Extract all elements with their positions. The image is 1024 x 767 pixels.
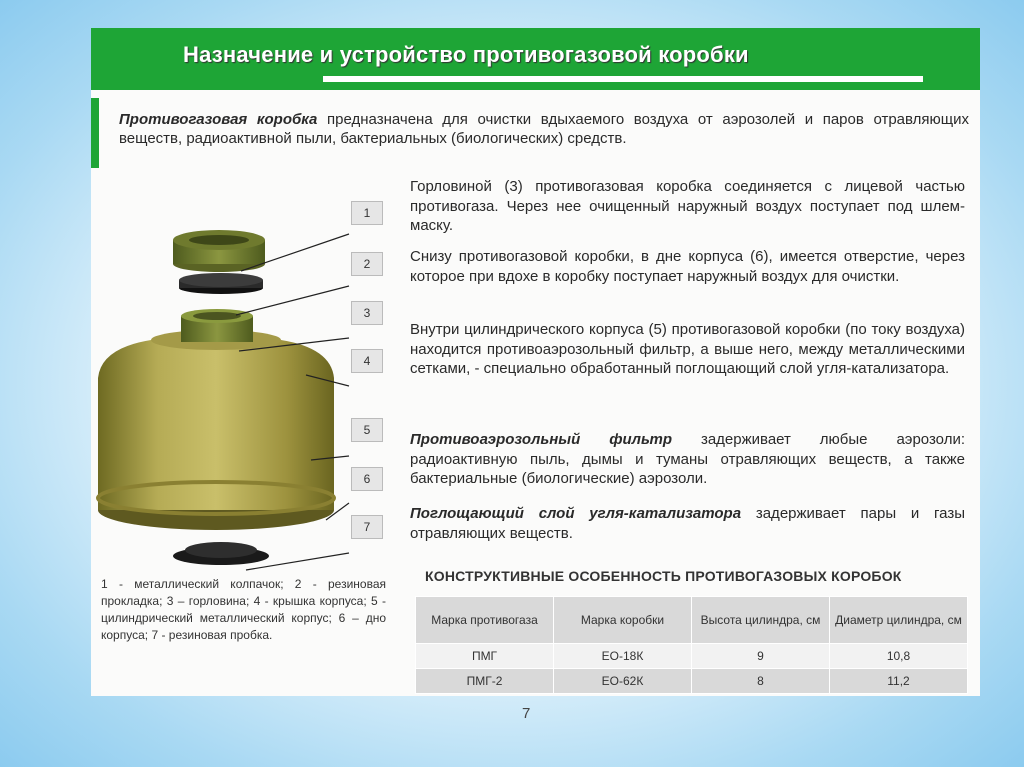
page-number: 7 xyxy=(522,705,531,722)
label-1: 1 xyxy=(351,201,383,225)
table-cell: 10,8 xyxy=(830,644,968,669)
table-title: КОНСТРУКТИВНЫЕ ОСОБЕННОСТЬ ПРОТИВОГАЗОВЫХ КОРОБОК xyxy=(425,568,902,584)
canister-illustration xyxy=(91,178,391,573)
table-cell: ЕО-62К xyxy=(554,669,692,694)
table-header: Высота цилиндра, см xyxy=(692,597,830,644)
table-header: Марка противогаза xyxy=(416,597,554,644)
slide-title: Назначение и устройство противогазовой коробки xyxy=(183,42,749,67)
intro-term: Противогазовая коробка xyxy=(119,111,318,128)
coal-text: задерживает пары и газы отравляющих веществ. xyxy=(410,505,966,542)
label-3: 3 xyxy=(351,301,383,325)
table-cell: ЕО-18К xyxy=(554,644,692,669)
illustration-caption: 1 - металлический колпачок; 2 - резиновая прокладка; 3 – горловина; 4 - крышка корпуса; 5 - цилиндрический металлический корпус; 6 – дно корпуса; 7 - резиновая пробка. xyxy=(101,577,386,642)
canister-body xyxy=(98,309,334,530)
label-4: 4 xyxy=(351,349,383,373)
left-accent-strip xyxy=(91,98,99,168)
specs-table xyxy=(415,596,968,694)
paragraph-neck: Горловиной (3) противогазовая коробка соединяется с лицевой частью противогаза. Через нее очищенный наружный воздух поступает под шлем-маску. xyxy=(410,178,965,234)
paragraph-bottom: Снизу противогазовой коробки, в дне корпуса (6), имеется отверстие, через которое при вдохе в коробку поступает наружный воздух для очистки. xyxy=(410,248,965,285)
table-row xyxy=(416,669,968,694)
title-bar xyxy=(91,28,980,90)
rubber-plug xyxy=(173,542,269,565)
paragraph-inside: Внутри цилиндрического корпуса (5) противогазовой коробки (по току воздуха) находится противоаэрозольный фильтр, а выше него, между металлическими сетками, - специально обработанный поглощающий слой угля-катализатора. xyxy=(410,321,965,377)
table-header: Диаметр цилиндра, см xyxy=(830,597,968,644)
metal-cap xyxy=(173,230,265,272)
table-cell: 9 xyxy=(692,644,830,669)
slide xyxy=(91,28,980,696)
intro-paragraph xyxy=(119,110,969,148)
intro-text: предназначена для очистки вдыхаемого воздуха от аэрозолей и паров отравляющих веществ, радиоактивной пыли, бактериальных (биологических) средств. xyxy=(119,111,969,147)
label-5: 5 xyxy=(351,418,383,442)
coal-term: Поглощающий слой угля-катализатора xyxy=(410,505,742,522)
table-row xyxy=(416,644,968,669)
table-header-row xyxy=(416,597,968,644)
paragraph-coal xyxy=(410,504,965,543)
filter-text: задерживает любые аэрозоли: радиоактивную пыль, дымы и туманы отравляющих веществ, а также бактериальные (биологические) аэрозоли. xyxy=(410,431,965,487)
table-cell: 8 xyxy=(692,669,830,694)
filter-term: Противоаэрозольный фильтр xyxy=(410,431,673,448)
table-cell: 11,2 xyxy=(830,669,968,694)
paragraph-filter xyxy=(410,430,965,489)
label-2: 2 xyxy=(351,252,383,276)
title-underline xyxy=(323,76,923,82)
label-7: 7 xyxy=(351,515,383,539)
table-cell: ПМГ xyxy=(416,644,554,669)
table-cell: ПМГ-2 xyxy=(416,669,554,694)
label-6: 6 xyxy=(351,467,383,491)
table-header: Марка коробки xyxy=(554,597,692,644)
rubber-gasket xyxy=(179,273,263,294)
